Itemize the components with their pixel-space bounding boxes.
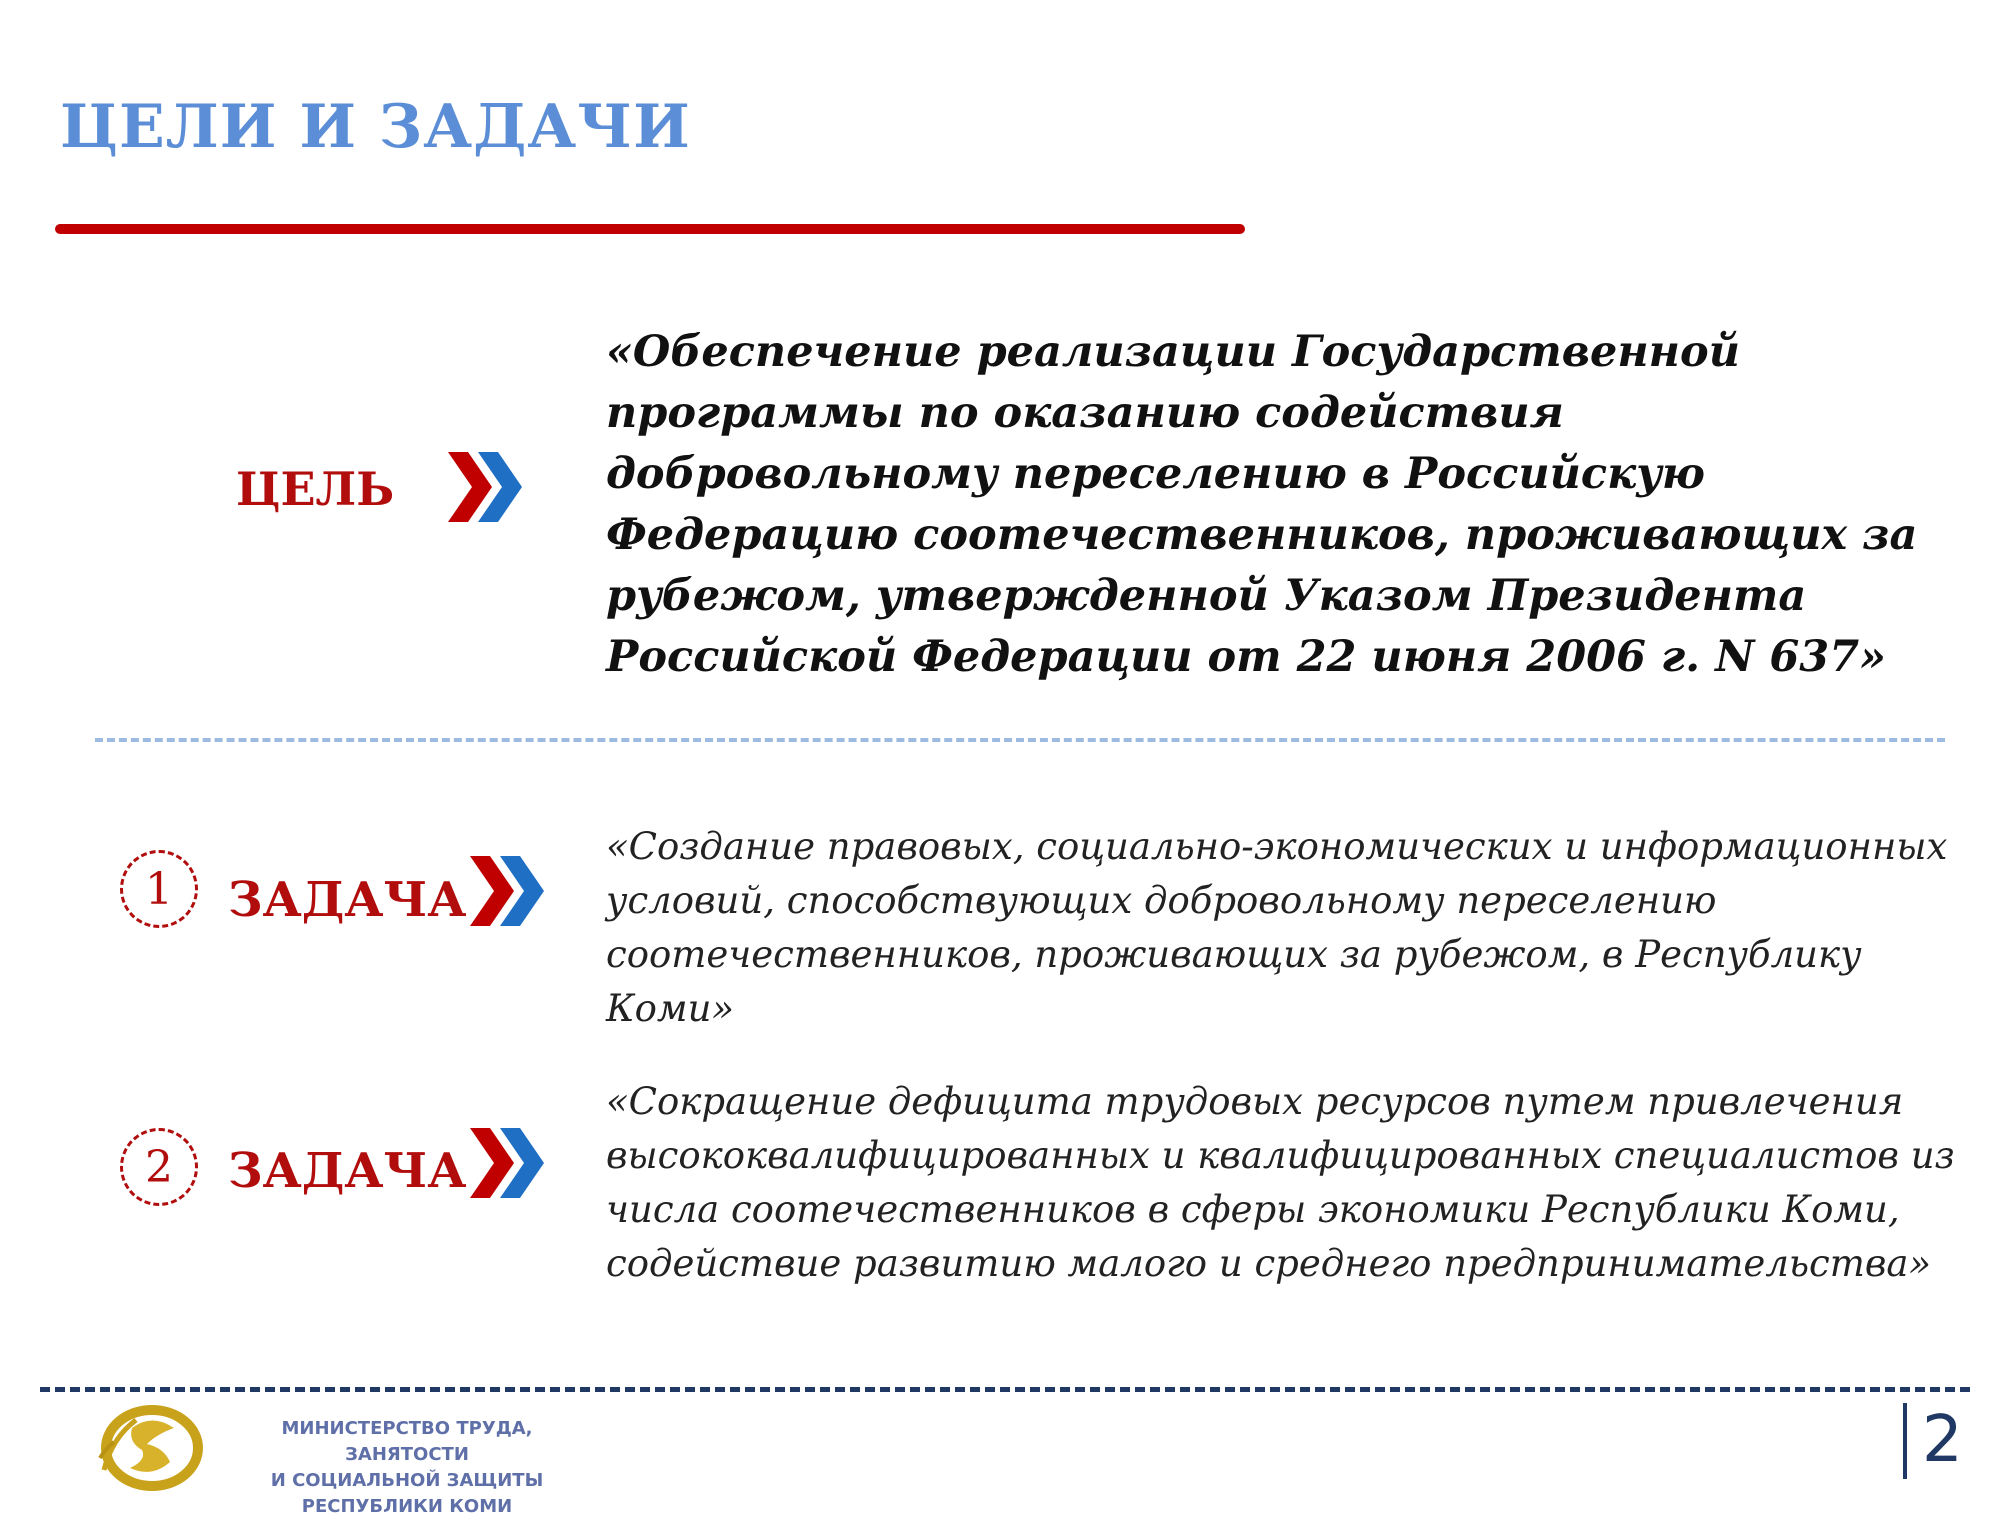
task-label: ЗАДАЧА	[228, 1143, 467, 1199]
goal-text: «Обеспечение реализации Государственной программы по оказанию содействия добровольному переселению в Российскую Федерацию соотечественников, проживающих за рубежом, утвержденной Указом Президента Российской Федерации от 22 июня 2006 г. N 637»	[606, 327, 1918, 682]
double-chevron-right-icon	[470, 1128, 548, 1198]
task-label: ЗАДАЧА	[228, 872, 467, 928]
title-underline	[55, 224, 1245, 234]
task-text: «Сокращение дефицита трудовых ресурсов путем привлечения высококвалифицированных и квалифицированных специалистов из числа соотечественников в сферы экономики Республики Коми, содействие развитию малого и среднего предпринимательства»	[606, 1080, 1955, 1285]
task-number-badge: 1	[120, 850, 198, 928]
ministry-name	[222, 1416, 592, 1520]
footer-divider	[40, 1387, 1970, 1392]
ministry-logo-icon	[92, 1398, 204, 1492]
double-chevron-right-icon	[470, 856, 548, 926]
double-chevron-right-icon	[448, 452, 526, 522]
ministry-name-line: МИНИСТЕРСТВО ТРУДА, ЗАНЯТОСТИ	[281, 1418, 533, 1465]
page-number-bar	[1903, 1403, 1907, 1479]
ministry-name-line: РЕСПУБЛИКИ КОМИ	[301, 1496, 513, 1517]
task-text: «Создание правовых, социально-экономических и информационных условий, способствующих добровольному переселению соотечественников, проживающих за рубежом, в Республику Коми»	[606, 825, 1948, 1030]
page-number: 2	[1922, 1403, 1963, 1477]
ministry-name-line: И СОЦИАЛЬНОЙ ЗАЩИТЫ	[270, 1470, 544, 1491]
task-number-badge: 2	[120, 1128, 198, 1206]
page-title: ЦЕЛИ И ЗАДАЧИ	[60, 92, 691, 162]
section-divider	[95, 738, 1945, 742]
goal-label: ЦЕЛЬ	[236, 462, 395, 516]
